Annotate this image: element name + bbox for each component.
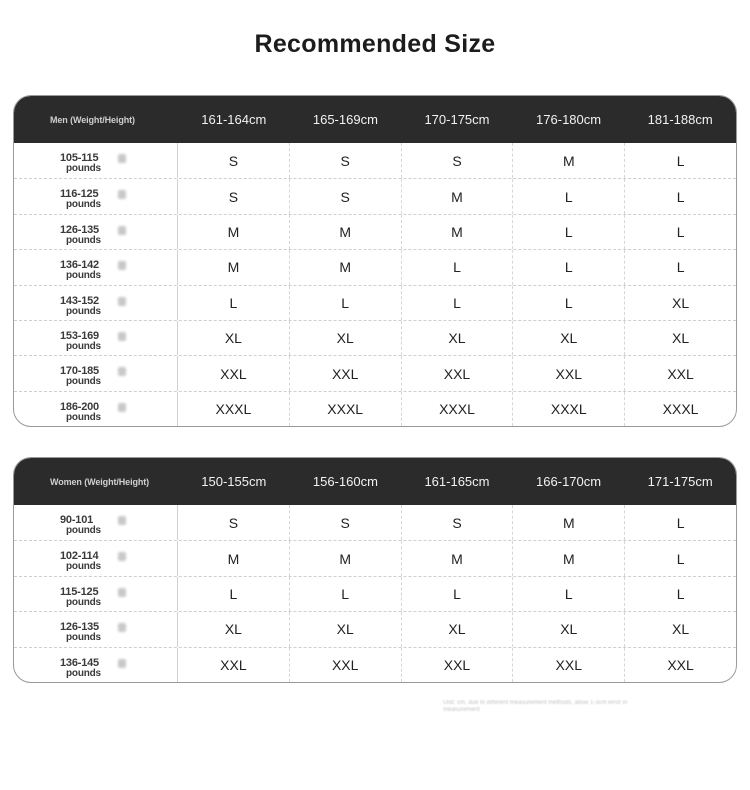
size-cell: L bbox=[513, 286, 625, 320]
size-cell: XL bbox=[290, 612, 402, 646]
weight-range: 136-142 bbox=[60, 259, 99, 272]
blurred-mark bbox=[118, 623, 126, 632]
size-cell: S bbox=[402, 505, 514, 540]
weight-cell bbox=[14, 541, 178, 575]
height-header: 161-164cm bbox=[201, 112, 267, 127]
weight-cell bbox=[14, 505, 178, 540]
men-size-table bbox=[13, 95, 737, 427]
measurement-note: Unit: cm, due to different measurement methods, allow 1-3cm error in measurement bbox=[443, 700, 628, 713]
size-cell: L bbox=[676, 223, 685, 240]
weight-unit: pounds bbox=[66, 411, 101, 423]
size-cell: XXL bbox=[513, 648, 625, 682]
size-cell: M bbox=[290, 215, 402, 249]
size-cell: L bbox=[513, 179, 625, 213]
table-row bbox=[14, 540, 736, 575]
blurred-mark bbox=[118, 297, 126, 306]
weight-unit: pounds bbox=[66, 667, 101, 679]
table-row bbox=[14, 178, 736, 213]
size-cell: L bbox=[290, 577, 402, 611]
size-cell: M bbox=[402, 179, 514, 213]
size-cell: M bbox=[178, 215, 290, 249]
size-cell: L bbox=[676, 514, 685, 531]
weight-range: 115-125 bbox=[60, 585, 99, 598]
size-cell: XXXL bbox=[662, 400, 699, 417]
weight-cell bbox=[14, 577, 178, 611]
size-cell: S bbox=[178, 505, 290, 540]
weight-unit: pounds bbox=[66, 340, 101, 352]
size-cell: L bbox=[178, 577, 290, 611]
weight-unit: pounds bbox=[66, 632, 101, 644]
size-cell: XL bbox=[402, 321, 514, 355]
size-cell: S bbox=[290, 143, 402, 178]
weight-unit: pounds bbox=[66, 376, 101, 388]
size-cell: L bbox=[676, 188, 685, 205]
size-cell: M bbox=[513, 541, 625, 575]
size-cell: XXXL bbox=[513, 392, 625, 426]
page-title: Recommended Size bbox=[254, 30, 496, 58]
weight-range: 170-185 bbox=[60, 365, 99, 378]
women-corner-label: Women (Weight/Height) bbox=[50, 476, 150, 487]
size-cell: L bbox=[402, 250, 514, 284]
weight-unit: pounds bbox=[66, 305, 101, 317]
table-row bbox=[14, 647, 736, 682]
blurred-mark bbox=[118, 516, 126, 525]
height-header: 161-165cm bbox=[424, 474, 490, 489]
table-row bbox=[14, 214, 736, 249]
weight-range: 143-152 bbox=[60, 294, 99, 307]
size-cell: XL bbox=[178, 321, 290, 355]
weight-range: 136-145 bbox=[60, 656, 99, 669]
size-cell: S bbox=[290, 179, 402, 213]
size-cell: XXL bbox=[513, 356, 625, 390]
weight-range: 126-135 bbox=[60, 223, 99, 236]
height-header: 166-170cm bbox=[536, 474, 602, 489]
blurred-mark bbox=[118, 332, 126, 341]
blurred-mark bbox=[118, 154, 126, 163]
size-cell: M bbox=[402, 541, 514, 575]
table-row bbox=[14, 576, 736, 611]
height-header: 150-155cm bbox=[201, 474, 267, 489]
weight-range: 102-114 bbox=[60, 550, 99, 563]
weight-range: 116-125 bbox=[60, 188, 99, 201]
blurred-mark bbox=[118, 588, 126, 597]
table-row bbox=[14, 505, 736, 540]
weight-unit: pounds bbox=[66, 525, 101, 536]
weight-unit: pounds bbox=[66, 199, 101, 211]
size-cell: XL bbox=[290, 321, 402, 355]
size-cell: S bbox=[402, 143, 514, 178]
table-row bbox=[14, 611, 736, 646]
size-cell: L bbox=[178, 286, 290, 320]
size-cell: S bbox=[178, 143, 290, 178]
size-cell: L bbox=[402, 286, 514, 320]
women-table-header bbox=[14, 458, 736, 505]
size-cell: XXXL bbox=[402, 392, 514, 426]
height-header: 181-188cm bbox=[647, 112, 713, 127]
size-cell: L bbox=[676, 550, 685, 567]
weight-cell bbox=[14, 286, 178, 320]
size-cell: XXL bbox=[290, 356, 402, 390]
size-cell: L bbox=[402, 577, 514, 611]
table-row bbox=[14, 249, 736, 284]
table-row bbox=[14, 391, 736, 426]
size-cell: L bbox=[513, 215, 625, 249]
blurred-mark bbox=[118, 261, 126, 270]
size-cell: XL bbox=[513, 612, 625, 646]
height-header: 176-180cm bbox=[536, 112, 602, 127]
size-cell: XXL bbox=[667, 365, 694, 382]
men-table-body bbox=[14, 143, 736, 426]
size-cell: M bbox=[178, 250, 290, 284]
weight-cell bbox=[14, 648, 178, 682]
size-cell: XXL bbox=[178, 356, 290, 390]
blurred-mark bbox=[118, 190, 126, 199]
size-cell: S bbox=[178, 179, 290, 213]
weight-unit: pounds bbox=[66, 596, 101, 608]
height-header: 165-169cm bbox=[312, 112, 378, 127]
weight-range: 126-135 bbox=[60, 621, 99, 634]
size-cell: XXL bbox=[402, 356, 514, 390]
size-cell: XL bbox=[513, 321, 625, 355]
women-size-table bbox=[13, 457, 737, 683]
table-row bbox=[14, 355, 736, 390]
blurred-mark bbox=[118, 552, 126, 561]
height-header: 156-160cm bbox=[312, 474, 378, 489]
weight-cell bbox=[14, 392, 178, 426]
size-cell: M bbox=[290, 541, 402, 575]
weight-range: 105-115 bbox=[60, 152, 99, 164]
size-cell: S bbox=[290, 505, 402, 540]
height-header: 171-175cm bbox=[647, 474, 713, 489]
size-cell: XXL bbox=[402, 648, 514, 682]
weight-range: 153-169 bbox=[60, 329, 99, 342]
size-cell: XL bbox=[672, 621, 690, 638]
size-cell: M bbox=[513, 143, 625, 178]
weight-range: 186-200 bbox=[60, 400, 99, 413]
blurred-mark bbox=[118, 403, 126, 412]
size-cell: XXXL bbox=[290, 392, 402, 426]
men-table-header bbox=[14, 96, 736, 143]
size-cell: L bbox=[513, 577, 625, 611]
table-row bbox=[14, 285, 736, 320]
size-cell: XL bbox=[672, 294, 690, 311]
size-cell: XL bbox=[178, 612, 290, 646]
weight-unit: pounds bbox=[66, 270, 101, 282]
women-table-body bbox=[14, 505, 736, 682]
weight-range: 90-101 bbox=[60, 514, 94, 526]
weight-cell bbox=[14, 143, 178, 178]
weight-cell bbox=[14, 215, 178, 249]
size-cell: L bbox=[513, 250, 625, 284]
size-cell: XL bbox=[672, 330, 690, 347]
blurred-mark bbox=[118, 367, 126, 376]
size-cell: L bbox=[290, 286, 402, 320]
weight-cell bbox=[14, 250, 178, 284]
weight-cell bbox=[14, 612, 178, 646]
weight-cell bbox=[14, 321, 178, 355]
size-cell: M bbox=[513, 505, 625, 540]
height-header: 170-175cm bbox=[424, 112, 490, 127]
weight-cell bbox=[14, 356, 178, 390]
size-cell: L bbox=[676, 585, 685, 602]
table-row bbox=[14, 143, 736, 178]
size-cell: XXL bbox=[290, 648, 402, 682]
weight-unit: pounds bbox=[66, 561, 101, 573]
blurred-mark bbox=[118, 659, 126, 668]
weight-unit: pounds bbox=[66, 163, 101, 174]
men-corner-label: Men (Weight/Height) bbox=[50, 114, 135, 125]
weight-unit: pounds bbox=[66, 234, 101, 246]
size-cell: XL bbox=[402, 612, 514, 646]
size-cell: M bbox=[178, 541, 290, 575]
table-row bbox=[14, 320, 736, 355]
weight-cell bbox=[14, 179, 178, 213]
size-cell: L bbox=[676, 152, 685, 169]
size-cell: XXXL bbox=[178, 392, 290, 426]
size-cell: XXL bbox=[178, 648, 290, 682]
blurred-mark bbox=[118, 226, 126, 235]
size-cell: M bbox=[402, 215, 514, 249]
size-cell: XXL bbox=[667, 656, 694, 673]
size-cell: L bbox=[676, 259, 685, 276]
size-cell: M bbox=[290, 250, 402, 284]
